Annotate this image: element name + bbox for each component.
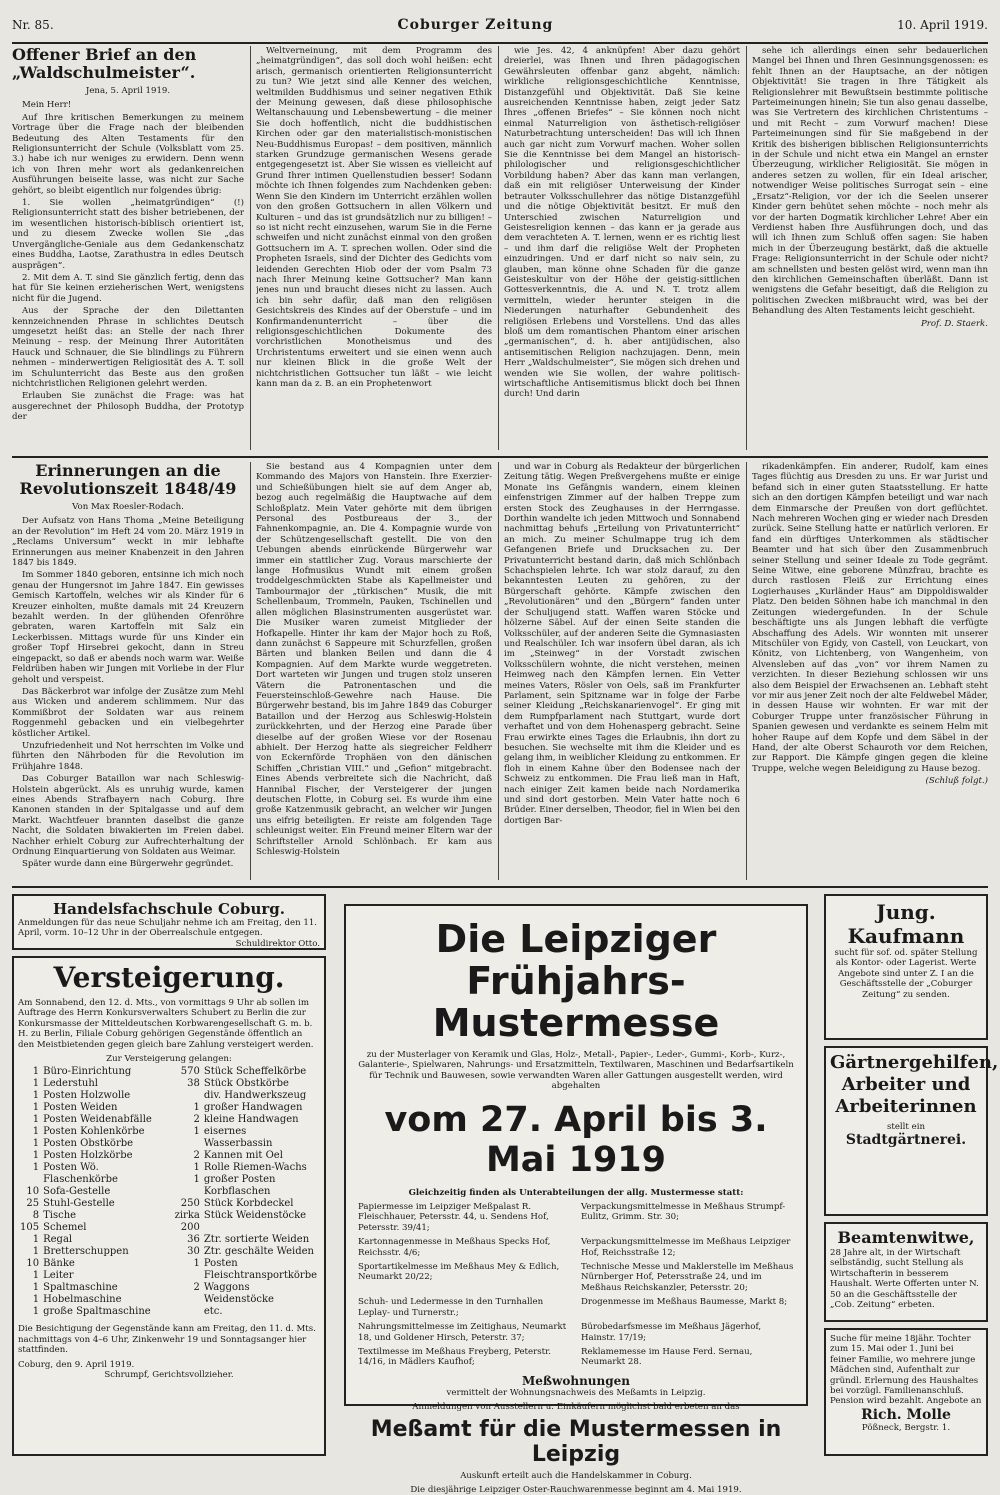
auction-item-name: Kannen mit Oel [203, 1150, 283, 1162]
auction-item [18, 1186, 166, 1198]
auction-item-name: große Spaltmaschine [43, 1306, 151, 1318]
auction-item-quantity [172, 1306, 202, 1318]
auction-item-name: div. Handwerkszeug [203, 1090, 307, 1102]
auction-item [18, 1138, 166, 1150]
ad-item: Papiermesse im Leipziger Meßpalast R. Fleischhauer, Petersstr. 44, u. Sendens Hof, Petersstr. 39/41; [358, 1202, 549, 1233]
auction-item [172, 1078, 320, 1090]
auction-item-quantity: 1 [32, 1114, 40, 1126]
article1-col4 [752, 46, 988, 450]
auction-item [18, 1306, 166, 1318]
auction-item-quantity: 1 [193, 1258, 200, 1270]
auction-item [172, 1210, 320, 1234]
ad-handelsfachschule [12, 894, 326, 950]
column-divider [746, 462, 747, 880]
auction-item-name: Hobelmaschine [43, 1294, 122, 1306]
auction-item-name: Posten Kohlenkörbe [43, 1126, 145, 1138]
ad-item: Verpackungsmittelmesse in Meßhaus Strumpf-Eulitz, Grimm. Str. 30; [581, 1202, 786, 1223]
article2-paragraph: Sie bestand aus 4 Kompagnien unter dem Kommando des Majors von Hanstein. Ihre Exerzier- und Schießübungen hielt sie auf dem Anger ab, bezog auch regelmäßig die Hauptwache auf dem Schloßplatz. Mein Vater gehörte mit dem übrigen Personal des Postbureaus der 3., der Fahnenkompagnie, an. Die 4. Kompagnie wurde von der Schützengesellschaft gestellt. Die von den Uebungen abends einrückende Bürgerwehr war immer ein stattlicher Zug. Voraus marschierte der lange Hofmusikus Wundt mit einem großen troddelgeschmückten Stabe als Kapellmeister und Tambourmajor der „türkischen“ Musik, die mit Schellenbaum, Trommeln, Pauken, Tschinellen und allen möglichen Blasinstrumenten ausgerüstet war. Die Musiker waren zumeist Mitglieder der Hofkapelle. Hinter ihr kam der Major hoch zu Roß, dann zunächst 6 Sappeure mit Schurzfellen, großen Bärten und blanken Beilen und dann die 4 Kompagnien. Auf dem Markte wurde weggetreten. Dort warteten wir Jungen und trugen stolz unseren Vätern die Patronentaschen und die Feuersteinschloß-Gewehre nach Hause. Die Bürgerwehr bestand, bis im Jahre 1849 das Coburger Bataillon und der Herzog aus Schleswig-Holstein zurückkehrten, und der Herzog eine Parade über dieselbe auf der großen Wiese vor der Rosenau abhielt. Der Herzog hatte als siegreicher Feldherr von Eckernförde Trophäen von den dänischen Schiffen „Christian VIII.“ und „Gefion“ mitgebracht. Eines Abends verbreitete sich die Nachricht, daß Hannibal Fischer, der Versteigerer der jungen deutschen Flotte, in Coburg sei. Es wurde ihm eine große Katzenmusik gebracht, an welcher wir Jungen uns eifrig beteiligten. Er reiste am folgenden Tage schleunigst weiter. Ein Freund meiner Eltern war der Schriftsteller Arnold Schlönbach. Er kam aus Schleswig-Holstein [256, 462, 492, 858]
ad-note: Die Besichtigung der Gegenstände kann am Freitag, den 11. d. Mts. nachmittags von 4–6 Uhr, Zinkenwehr 19 und Sonntagsanger hier stattfinden. [18, 1324, 316, 1356]
auction-item [172, 1258, 320, 1282]
column-divider [498, 46, 499, 450]
ad-subtitle: Zur Versteigerung gelangen: [106, 1054, 232, 1065]
article1-paragraph: Weltverneinung, mit dem Programm des „heimatgründigen“, das soll doch wohl heißen: echt arisch, germanisch orientierten Religionsunterricht zu tun? Wie jetzt sind alle Kenner des weichen, weltmilden Buddhismus und seiner negativen Ethik der Meinung gewesen, daß diese philosophische Weltanschauung und Lebensbewertung – die meiner Sie doch hoffentlich, nicht die buddhistischen Kirchen oder gar den materialistisch-monistischen Neu-Buddhismus Europas! – dem positiven, männlich starken Grundzuge germanischen Wesens gerade entgegengesetzt ist. Aber Sie wissen es vielleicht auf Grund Ihrer intimen Quellenstudien besser! Sodann möchte ich Ihnen folgendes zum Nachdenken geben: Wenn Sie den Kindern im Unterricht erzählen wollen von den großen Gottsuchern in allen Völkern und Kulturen – und das ist grundsätzlich nur zu billigen! – so ist nicht recht einzusehen, warum Sie in die Ferne schweifen und nicht zunächst einmal von den großen Gottsuchern im A. T. sprechen wollen. Oder sind die Propheten Israels, sind der Dichter des Gedichts vom leidenden Gerechten Hiob oder der vom Psalm 73 nach Ihrer Meinung keine Gottsucher? Man kann jenes nun und braucht dieses nicht zu lassen. Auch ich bin sehr dafür, daß man den religiösen Gesichtskreis des Kindes auf der Oberstufe – und im Konfirmandenunterricht – über die religionsgeschichtlichen Dokumente des vorchristlichen Monotheismus und des Urchristentums erweitert und sie einen wenn auch nur kleinen Blick in die große Welt der nichtchristlichen Gottsucher tun läßt – wie leicht kann man da z. B. an ein Prophetenwort [256, 46, 492, 389]
ad-title: Versteigerung. [53, 961, 285, 994]
ad-title: Arbeiterinnen [835, 1096, 977, 1117]
ad-office: Meßamt für die Mustermessen in Leipzig [370, 1416, 782, 1467]
article2-paragraph: und war in Coburg als Redakteur der bürgerlichen Zeitung tätig. Wegen Preßvergehens mußte er einige Monate ins Gefängnis wandern, einem kleinen einfenstrigen Zimmer auf der halben Treppe zum ersten Stock des Zeughauses in der Herrngasse. Dorthin wandelte ich jeden Mittwoch und Sonnabend nachmittag behufs „Erteilung von Privatunterricht“ an mich. Zu meiner Schulmappe trug ich dem Gefangenen Briefe und Drucksachen zu. Der Privatunterricht bestand darin, daß mich Schlönbach Schachspielen lehrte. Ich war stolz darauf, zu den bekanntesten Leuten zu gehören, zu der Bürgerschaft gehörte. Kämpfe zwischen den „Revolutionären“ und den „Bürgern“ fanden unter der Schuljugend statt. Waffen waren Stöcke und hölzerne Säbel. Auf der einen Seite standen die Volksschüler, auf der anderen Seite die Gymnasiasten und Realschüler. Ich war insofern übel daran, als ich im „Steinweg“ in der Vorstadt zwischen Volksschülern wohnte, die nicht verstehen, meinen Heimweg nach den Kämpfen lernen. Ein Vetter meines Vaters, Rösler von Oels, saß im Frankfurter Parlament, sein Spitzname war in folge der Farbe seiner Kleidung „Reichskanarienvogel“. Er ging mit dem Rumpfparlament nach Stuttgart, wurde dort verhaftet und von dem Hohenasperg gebracht. Seine Frau erwirkte eines Tages die Erlaubnis, ihn dort zu besuchen. Sie wechselte mit ihm die Kleider und es gelang ihm, in weiblicher Kleidung zu entkommen. Er floh in einem Kahne über den Bodensee nach der Schweiz zu entkommen. Die Frau ließ man in Haft, nach einiger Zeit kamen beide nach Nordamerika und sind dort gestorben. Mein Vater hatte noch 6 Brüder. Einer derselben, Theodor, fiel in Wien bei den dortigen Bar- [504, 462, 740, 826]
article2-paragraph: Der Aufsatz von Hans Thoma „Meine Beteiligung an der Revolution“ im Heft 24 vom 20. März 1919 in „Reclams Universum“ weckt in mir lebhafte Erinnerungen aus meiner Knabenzeit in den Jahren 1847 bis 1849. [12, 516, 244, 569]
auction-item [172, 1114, 320, 1126]
article1-paragraph: Erlauben Sie zunächst die Frage: was hat ausgerechnet der Philosoph Buddha, der Prototyp der [12, 391, 244, 423]
ad-text: Anmeldungen für das neue Schuljahr nehme ich am Freitag, den 11. April, vorm. 10–12 Uhr in der Oberrealschule entgegen. [18, 918, 318, 939]
auction-item [18, 1234, 166, 1246]
auction-item-quantity: 1 [193, 1174, 200, 1186]
auction-item-quantity [172, 1090, 202, 1102]
auction-item-name: etc. [203, 1306, 223, 1318]
ad-note: Gleichzeitig finden als Unterabteilungen der allg. Mustermesse statt: [408, 1187, 744, 1198]
auction-item-quantity: 1 [32, 1282, 40, 1294]
ad-signature: Schrumpf, Gerichtsvollzieher. [104, 1370, 234, 1381]
article2-col4 [752, 462, 988, 880]
auction-item-quantity: 2 [193, 1114, 200, 1126]
auction-item-name: Ztr. geschälte Weiden [203, 1246, 314, 1258]
auction-item [18, 1258, 166, 1270]
article1-col3 [504, 46, 740, 450]
article2-author: Von Max Roesler-Rodach. [72, 502, 184, 512]
article1-signature: Prof. D. Staerk. [920, 318, 988, 329]
ad-beamtenwitwe [824, 1222, 988, 1322]
auction-item-name: Tische [43, 1210, 77, 1222]
section-rule [12, 886, 988, 888]
auction-item-name: Posten Weidenabfälle [43, 1114, 152, 1126]
auction-item-name: Rolle Riemen-Wachs [203, 1162, 307, 1174]
auction-item-name: Posten Obstkörbe [43, 1138, 134, 1150]
auction-item [172, 1198, 320, 1210]
auction-item-quantity: 1 [193, 1162, 200, 1174]
auction-item [172, 1246, 320, 1258]
auction-item-name: Stuhl-Gestelle [43, 1198, 115, 1210]
column-divider [250, 462, 251, 880]
auction-item-quantity: 1 [32, 1078, 40, 1090]
ad-date: vom 27. April bis 3. Mai 1919 [384, 1099, 768, 1180]
auction-item-name: eisernes Wasserbassin [203, 1126, 273, 1150]
auction-item-quantity: 10 [26, 1186, 40, 1198]
auction-item-quantity: 2 [193, 1150, 200, 1162]
auction-item-quantity: 30 [187, 1246, 200, 1258]
auction-item [172, 1234, 320, 1246]
article2-paragraph: Im Sommer 1840 geboren, entsinne ich mich noch genau der Hungersnot im Jahre 1847. Ein gewisses Gemisch Kartoffeln, welches wir als Kinder für 6 Kreuzer einholten, mußte damals mit 24 Kreuzern bezahlt werden. In der glühenden Ofenröhre gebraten, waren Kartoffeln mit Salz ein Leckerbissen. Mittags wurde für uns Kinder ein großer Topf Hirsebrei gekocht, dann in Streu eingepackt, so daß er abends noch warm war. Weiße Feldrüben haben wir Jungen mit Vorliebe in der Flur geholt und verspeist. [12, 570, 244, 685]
auction-item-quantity: 1 [32, 1246, 40, 1258]
ad-signature: Schuldirektor Otto. [235, 938, 320, 949]
article1-paragraph: 2. Mit dem A. T. sind Sie gänzlich fertig, denn das hat für Sie keinen erzieherischen Wert, wenigstens nicht für die Jugend. [12, 272, 244, 304]
article2-paragraph: Das Bäckerbrot war infolge der Zusätze zum Mehl aus Wicken und anderem schlimmem. Nur das Kommißbrot der Soldaten war aus reinem Roggenmehl gebacken und ein vielbegehrter köstlicher Artikel. [12, 686, 244, 739]
auction-item-name: großer Posten Korbflaschen [203, 1174, 276, 1198]
ad-versteigerung [12, 956, 326, 1456]
article1-title: Offener Brief an den „Waldschulmeister“. [12, 46, 197, 82]
ad-text: Suche für meine 18jähr. Tochter zum 15. Mai oder 1. Juni bei feiner Familie, wo mehrere junge Mädchen sind, Aufenthalt zur gründl. Erlernung des Haushaltes bei vorzügl. Familienanschluß. Pension wird bezahlt. Angebote an [830, 1334, 982, 1407]
ad-gaertner [824, 1046, 999, 1216]
auction-list-left [18, 1066, 166, 1318]
ad-item: Schuh- und Ledermesse in den Turnhallen Leplay- und Turnerstr.; [358, 1297, 544, 1318]
issue-date: 10. April 1919. [897, 18, 988, 32]
ad-title: Gärtnergehilfen, [830, 1052, 999, 1073]
article1-col2 [256, 46, 492, 450]
auction-item [172, 1102, 320, 1114]
auction-item [18, 1066, 166, 1078]
auction-item-quantity: 1 [32, 1102, 40, 1114]
auction-item-name: Posten Holzwolle [43, 1090, 131, 1102]
ad-footer: Die diesjährige Leipziger Oster-Rauchwarenmesse beginnt am 4. Mai 1919. [410, 1484, 742, 1495]
auction-item-quantity: 1 [32, 1150, 40, 1162]
auction-item-quantity: 250 [180, 1198, 200, 1210]
ad-title: Handelsfachschule Coburg. [53, 900, 285, 918]
auction-item-quantity: 1 [193, 1126, 200, 1138]
auction-item-quantity: 1 [32, 1306, 40, 1318]
section-rule [12, 456, 988, 458]
auction-item-name: Regal [43, 1234, 73, 1246]
auction-item-quantity: 8 [32, 1210, 40, 1222]
auction-item-name: Spaltmaschine [43, 1282, 118, 1294]
ad-item: Reklamemesse im Hause Ferd. Sernau, Neumarkt 28. [581, 1346, 753, 1368]
ad-item: Sportartikelmesse im Meßhaus Mey & Edlich, Neumarkt 20/22; [358, 1262, 560, 1283]
ad-title: Jung. Kaufmann [847, 900, 965, 948]
auction-item-quantity: 1 [32, 1270, 40, 1282]
auction-item-name: Posten Fleischtransportkörbe [203, 1258, 318, 1282]
auction-item-quantity: 1 [32, 1138, 40, 1150]
auction-item-name: kleine Handwagen [203, 1114, 299, 1126]
auction-item-name: Posten Weiden [43, 1102, 118, 1114]
ad-item-grid [358, 1202, 794, 1368]
auction-item [172, 1126, 320, 1150]
ad-text: 28 Jahre alt, in der Wirtschaft selbständig, sucht Stellung als Wirtschafterin in besserem Haushalt. Werte Offerten unter N. 50 an die Geschäftsstelle der „Cob. Zeitung“ erbeten. [830, 1248, 979, 1311]
ad-housing-title: Meßwohnungen [521, 1373, 631, 1388]
auction-item [18, 1210, 166, 1222]
ad-item: Bürobedarfsmesse im Meßhaus Jägerhof, Hainstr. 17/19; [581, 1322, 762, 1343]
auction-item-name: Bänke [43, 1258, 75, 1270]
ad-item: Drogenmesse im Meßhaus Baumesse, Markt 8; [581, 1297, 788, 1308]
auction-item-quantity: 105 [20, 1222, 40, 1234]
ad-place: Stadtgärtnerei. [845, 1132, 967, 1149]
ad-title: Arbeiter und [841, 1074, 971, 1095]
article2-paragraph: Das Coburger Bataillon war nach Schleswig-Holstein abgerückt. Als es unruhig wurde, kamen eines Abends Strafbayern nach Coburg. Ihre Kanonen standen in der Spitalgasse und auf dem Markt. Wachtfeuer brannten daselbst die ganze Nacht, die Soldaten biwakierten im Freien dabei. Nachher erhielt Coburg zur Aufrechterhaltung der Ordnung Einquartierung von Soldaten aus Weimar. [12, 774, 244, 857]
auction-item-name: Bretterschuppen [43, 1246, 129, 1258]
ad-title: Die Leipziger Frühjahrs-Mustermesse [432, 917, 720, 1045]
article2-paragraph: rikadenkämpfen. Ein anderer, Rudolf, kam eines Tages flüchtig aus Dresden zu uns. Er war Jurist und befand sich in einer guten Staatsstellung. Er hatte sich an den dortigen Kämpfen beteiligt und war nach dem Einmarsche der Preußen von dort geflüchtet. Nach mehreren Wochen ging er wieder nach Dresden zurück. Seine Stellung hatte er natürlich verloren. Er fand ein dürftiges Unterkommen als städtischer Beamter und hat sich über den Zusammenbruch seiner Stellung und seiner Ideale zu Tode gegrämt. Seine Witwe, eine geborene Münzfrau, brachte es durch rastlosen Fleiß zur Errichtung eines Logierhauses „Kurländer Haus“ am Dippoldiswalder Platz. Den beiden Söhnen habe ich manchmal in den Zeitungen wiedergefunden. In der Schule beschäftigte uns als Jungen lebhaft die verfügte Abschaffung des Adels. Wir wonnten mit unserer Mitschüler von Egidy, von Castell, von Leuckart, von Könitz, von Lichtenberg, von Wangenheim, von Alvensleben auf das „von“ vor ihrem Namen zu verzichten. In dieser Beziehung schlossen wir uns also dem Beispiel der Erwachsenen an. Lebhaft steht vor mir aus jener Zeit noch der alte Feldwebel Mäder, in dessen Hause wir wohnten. Er war mit der Coburger Truppe unter französischer Führung in Spanien gewesen und verdankte es seinem Helm mit hoher Raupe auf dem Kopfe und dem Säbel in der Hand, der alte Oberst Schauroth vor dem Reichen, zur Rapport. Die Kämpfe gingen gegen die kleine Truppe, welche wegen Beleidigung zu Hause bezog. [752, 462, 988, 774]
auction-item-quantity: 10 [26, 1258, 40, 1270]
auction-item [18, 1078, 166, 1090]
auction-item-name: Waggons Weidenstöcke [203, 1282, 274, 1306]
newspaper-title: Coburger Zeitung [397, 17, 554, 33]
article1-paragraph: sehe ich allerdings einen sehr bedauerlichen Mangel bei Ihnen und Ihren Gesinnungsgenossen: es fehlt Ihnen an der Hauptsache, an der nötigen Objektivität! Sie tragen in Ihre Tätigkeit als Religionslehrer mit Bewußtsein bestimmte politische Parteimeinungen hinein; Sie tun also genau dasselbe, was Sie Vertretern des kirchlichen Christentums – und mit Recht – zum Vorwurf machen! Diese Parteimeinungen sind für Sie maßgebend in der Kritik des bisherigen biblischen Religionsunterrichts in der Schule und nicht etwa ein Mangel an ernster Überzeugung, wirklicher Religiosität. Sie mögen in anderes setzen zu wollen, für ein Ideal arischer, notwendiger Weise politisches Surrogat sein – eine „Ersatz“-Religion, vor der ich die Seelen unserer Kinder gern behütet sehen möchte – noch mehr als vor der harten Dogmatik kirchlicher Lehre! Aber ein Verdienst haben Ihre Ausführungen doch, und das will ich Ihnen zum Schluß offen sagen: Sie haben mich in der Überzeugung bestärkt, daß die aktuelle Frage: Religionsunterricht in der Schule oder nicht? am schnellsten und besten gelöst wird, wenn man ihn den kirchlichen Gemeinschaften überläßt. Dann ist wenigstens die Gefahr beseitigt, daß die Religion zu politischen Zwecken mißbraucht wird, was bei der Behandlung des Alten Testaments leicht geschieht. [752, 46, 988, 317]
ad-subtitle: zu der Musterlager von Keramik und Glas, Holz-, Metall-, Papier-, Leder-, Gummi-, Korb-, Kurz-, Galanterie-, Spielwaren, Nahrungs- und Ersatzmitteln, Textilwaren, Maschinen und Bedarfsartikeln für Technik und Bauwesen, sowie verwandten Waren aller Gattungen ausgestellt werden, wird abgehalten [358, 1050, 794, 1092]
auction-item-quantity: 1 [32, 1126, 40, 1138]
article2-signature: (Schluß folgt.) [925, 776, 988, 787]
ad-item: Textilmesse im Meßhaus Freyberg, Peterstr. 14/16, in Mädlers Kaufhof; [358, 1346, 551, 1368]
masthead [12, 8, 988, 44]
article1-paragraph: Aus der Sprache der den Dilettanten kennzeichnenden Phrase in schlichtes Deutsch umgesetzt heißt das: an Stelle der nach Ihrer Meinung – resp. der Meinung Ihrer Autoritäten Hauck und Schnauer, die Sie blindlings zu Führern nehmen – minderwertigen Religiosität des A. T. soll im Schulunterricht das Beste aus den großen nichtchristlichen Religionen gelehrt werden. [12, 306, 244, 389]
article2-col1 [12, 462, 244, 880]
ad-housing-text: vermittelt der Wohnungsnachweis des Meßamts in Leipzig. [446, 1387, 706, 1398]
auction-item-quantity: 38 [187, 1078, 200, 1090]
auction-item-name: Stück Weidenstöcke [203, 1210, 307, 1222]
auction-item-name: Stück Korbdeckel [203, 1198, 294, 1210]
auction-item-quantity: zirka 200 [174, 1210, 200, 1234]
auction-list-right [172, 1066, 320, 1318]
auction-item-quantity: 570 [180, 1066, 200, 1078]
auction-item-name: Büro-Einrichtung [43, 1066, 132, 1078]
auction-item [172, 1150, 320, 1162]
auction-item-name: Sofa-Gestelle [43, 1186, 111, 1198]
ad-title: Beamtenwitwe, [837, 1228, 975, 1247]
auction-item-name: Stück Scheffelkörbe [203, 1066, 307, 1078]
ad-text: sucht für sof. od. später Stellung als Kontor- oder Lagerist. Werte Angebote sind unter Z. I an die Geschäftsstelle der „Coburger Zeitung“ zu senden. [834, 948, 978, 1000]
auction-item-name: großer Handwagen [203, 1102, 303, 1114]
column-divider [746, 46, 747, 450]
article1-paragraph: wie Jes. 42, 4 anknüpfen! Aber dazu gehört dreierlei, was Ihnen und Ihren pädagogischen Gewährsleuten offenbar ganz abgeht, nämlich: wirkliche religionsgeschichtliche Kenntnisse, Distanzgefühl und Objektivität. Daß Sie keine ausreichenden Kenntnisse haben, zeigt jeder Satz Ihres „offenen Briefes“ – Sie können noch nicht einmal Naturreligion von ästhetisch-religiöser Naturbetrachtung unterscheiden! Das will ich Ihnen auch gar nicht zum Vorwurf machen. Woher sollen Sie die Kenntnisse bei dem Mangel an historisch-philologischer und religionsgeschichtlicher Vorbildung haben? Aber das kann man verlangen, daß ein mit religiöser Unterweisung der Kinder betrauter Volksschullehrer das nötige Distanzgefühl und die nötige Objektivität besitzt. Er muß den Unterschied zwischen Naturreligion und Geistesreligion kennen – das kann er ja gerade aus dem verachteten A. T. lernen, wenn er es richtig liest – und ihm darf die religiöse Welt der Propheten einzudringen. Und er darf nicht so naiv sein, zu glauben, man könne ohne Schaden für die ganze Geisteskultur von der Höhe der geistig-sittlichen Gottesverkenntnis, die A. und N. T. trotz allem vermitteln, wieder herunter steigen in die Niederungen naturhafter Gebundenheit des religiösen Erlebens und Vorstellens. Und das alles bloß um dem romantischen Phantom einer arischen „germanischen“, d. h. aber antijüdischen, also antisemitischen Religion nachzujagen. Denn, mein Herr „Waldschulmeister“, Sie mögen sich drehen und wenden wie Sie wollen, der wahre politisch-wirtschaftliche Antisemitismus blickt doch bei Ihnen durch! Und darin [504, 46, 740, 400]
auction-item [18, 1294, 166, 1306]
auction-item-quantity: 1 [193, 1102, 200, 1114]
auction-item-name: Posten Holzkörbe [43, 1150, 133, 1162]
auction-item [18, 1222, 166, 1234]
auction-item-name: Posten Wö. Flaschenkörbe [43, 1162, 118, 1186]
ad-text: stellt ein [886, 1122, 925, 1132]
auction-item [18, 1198, 166, 1210]
auction-item-name: Lederstuhl [43, 1078, 98, 1090]
article1-col1 [12, 46, 244, 450]
auction-item [18, 1090, 166, 1102]
auction-item [18, 1114, 166, 1126]
ad-place: Pößneck, Bergstr. 1. [861, 1422, 951, 1433]
auction-item-quantity: 1 [32, 1234, 40, 1246]
article2-col2 [256, 462, 492, 880]
auction-item [18, 1150, 166, 1162]
auction-item-quantity: 1 [32, 1066, 40, 1078]
auction-item [172, 1090, 320, 1102]
auction-item [18, 1246, 166, 1258]
article2-title: Erinnerungen an die Revolutionszeit 1848/49 [19, 462, 237, 498]
column-divider [498, 462, 499, 880]
ad-item: Technische Messe und Maklerstelle im Meßhaus Nürnberger Hof, Petersstraße 24, und im Meßhaus Reichskanzler, Petersstr. 20; [581, 1262, 794, 1293]
ad-item: Kartonnagenmesse in Meßhaus Specks Hof, Reichsstr. 4/6; [358, 1237, 551, 1258]
auction-item [18, 1270, 166, 1282]
auction-item [18, 1126, 166, 1138]
article2-paragraph: Später wurde dann eine Bürgerwehr gegründet. [22, 859, 234, 870]
ad-kaufmann [824, 894, 988, 1040]
article1-paragraph: Auf Ihre kritischen Bemerkungen zu meinem Vortrage über die Frage nach der bleibenden Bedeutung des Alten Testaments für den Religionsunterricht der Schule (Volksblatt vom 25. 3.) habe ich nur weniges zu erwidern. Denn wenn ich von Ihren mehr wort als gedankenreichen Ausführungen beiseite lasse, was nicht zur Sache gehört, so bleibt eigentlich nur folgendes übrig: [12, 112, 244, 196]
auction-item-quantity: 2 [193, 1282, 200, 1294]
auction-item [172, 1174, 320, 1198]
ad-contact: Anmeldungen von Ausstellern u. Einkäufern möglichst bald erbeten an das [412, 1402, 740, 1413]
ad-item: Verpackungsmittelmesse im Meßhaus Leipziger Hof, Reichsstraße 12; [581, 1237, 791, 1258]
ad-suche [824, 1328, 988, 1456]
auction-item-quantity: 36 [187, 1234, 200, 1246]
auction-item-quantity: 1 [32, 1294, 40, 1306]
auction-item [18, 1162, 166, 1186]
ad-leipzig-messe [344, 904, 808, 1495]
auction-item [18, 1282, 166, 1294]
auction-item [172, 1306, 320, 1318]
article1-salutation: Mein Herr! [22, 100, 72, 111]
auction-item-name: Leiter [43, 1270, 74, 1282]
ad-name: Rich. Molle [861, 1406, 951, 1423]
auction-item [18, 1102, 166, 1114]
column-divider [250, 46, 251, 450]
auction-item-quantity: 1 [32, 1090, 40, 1102]
auction-item [172, 1162, 320, 1174]
auction-item-quantity: 25 [26, 1198, 40, 1210]
auction-list [18, 1066, 320, 1318]
auction-item [172, 1282, 320, 1306]
auction-item-quantity: 1 [32, 1162, 40, 1174]
article2-col3 [504, 462, 740, 880]
article2-paragraph: Unzufriedenheit und Not herrschten im Volke und führten den Nährboden für die Revolution im Frühjahre 1848. [12, 740, 244, 772]
ad-place: Coburg, den 9. April 1919. [18, 1359, 135, 1370]
auction-item-name: Schemel [43, 1222, 87, 1234]
ad-info: Auskunft erteilt auch die Handelskammer in Coburg. [460, 1470, 692, 1481]
article1-dateline: Jena, 5. April 1919. [85, 86, 171, 96]
article1-paragraph: 1. Sie wollen „heimatgründigen“ (!) Religionsunterricht statt des bisher betriebenen, der im wesentlichen historisch-biblisch orientiert ist, und zu diesem Zwecke wollen Sie „das Unvergängliche-Geniale aus dem Gedankenschatz eines Buddha, Laotse, Zarathustra in edles Deutsch ausprägen“. [12, 198, 244, 271]
auction-item-name: Ztr. sortierte Weiden [203, 1234, 310, 1246]
auction-item-name: Stück Obstkörbe [203, 1078, 289, 1090]
issue-number: Nr. 85. [12, 18, 54, 32]
ad-text: Am Sonnabend, den 12. d. Mts., von vormittags 9 Uhr ab sollen im Auftrage des Herrn Konkursverwalters Schubert zu Berlin die zur Konkursmasse der Mitteldeutschen Korbwarengesellschaft G. m. b. H. zu Berlin, Filiale Coburg gehörigen Gegenstände öffentlich an den Meistbietenden gegen gleich bare Zahlung versteigert werden. [18, 998, 314, 1050]
auction-item [172, 1066, 320, 1078]
ad-item: Nahrungsmittelmesse im Zeitighaus, Neumarkt 18, und Goldener Hirsch, Peterstr. 37; [358, 1322, 567, 1343]
